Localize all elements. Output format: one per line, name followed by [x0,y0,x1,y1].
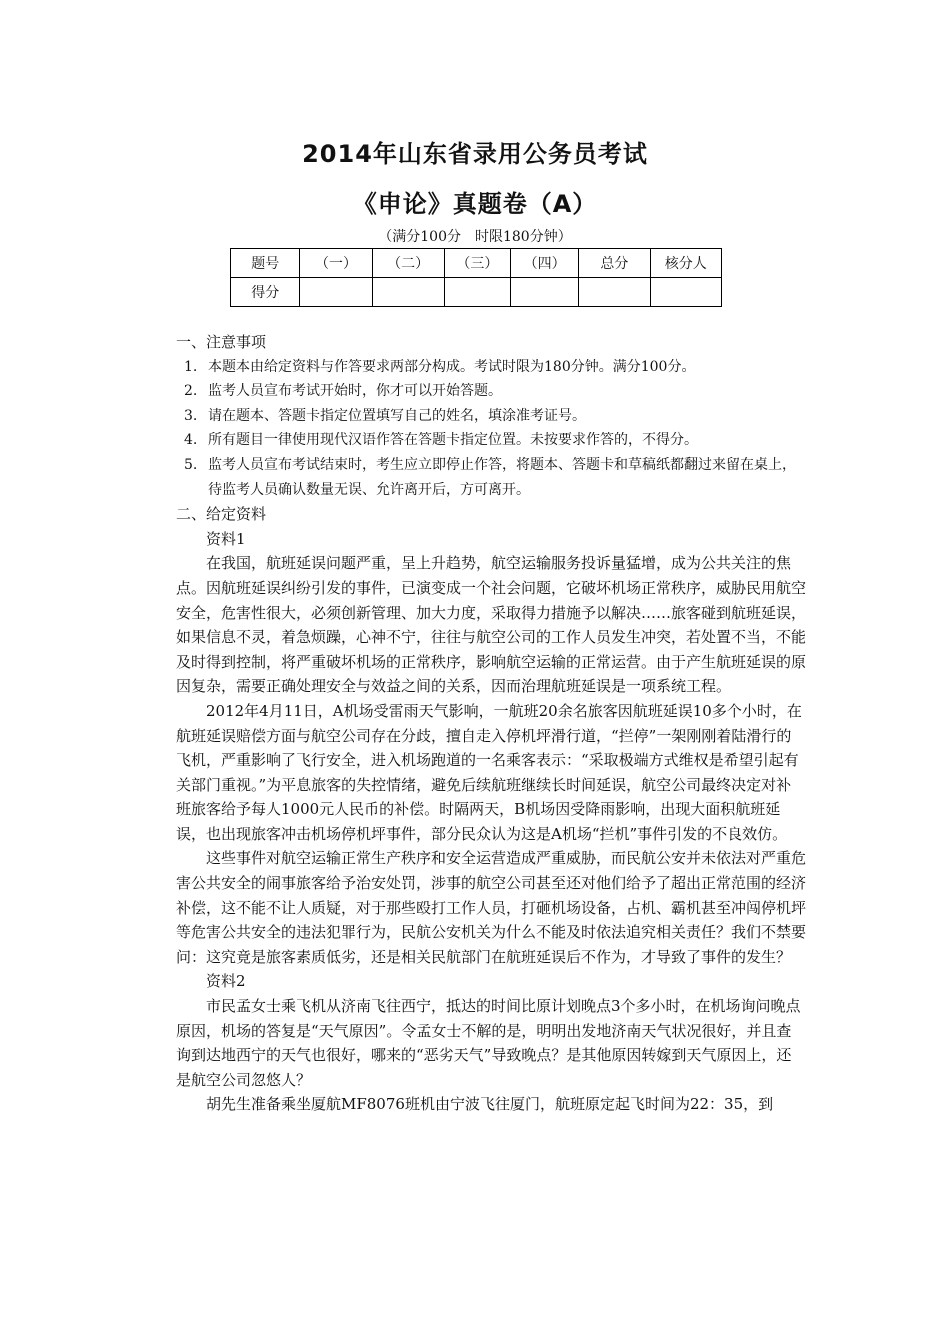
score-table [230,248,722,307]
notice-item [180,355,806,380]
notice-item-number: 4. [184,432,198,449]
material-paragraph: 在我国，航班延误问题严重，呈上升趋势，航空运输服务投诉量猛增，成为公共关注的焦点。因航班延误纠纷引发的事件，已演变成一个社会问题，它破坏机场正常秩序，威胁民用航空安全，危害性很大，必须创新管理、加大力度，采取得力措施予以解决……旅客碰到航班延误，如果信息不灵，着急烦躁，心神不宁，往往与航空公司的工作人员发生冲突，若处置不当，不能及时得到控制，将严重破坏机场的正常秩序，影响航空运输的正常运营。由于产生航班延误的原因复杂，需要正确处理安全与效益之间的关系，因而治理航班延误是一项系统工程。 [176,554,807,696]
score-cell [372,278,444,307]
notice-item [180,404,806,429]
notice-item [180,428,806,453]
notice-item-text: 监考人员宣布考试结束时，考生应立即停止作答，将题本、答题卡和草稿纸都翻过来留在桌上，待监考人员确认数量无误、允许离开后，方可离开。 [208,456,796,498]
score-cell: 得分 [231,278,300,307]
notice-item-text: 监考人员宣布考试开始时，你才可以开始答题。 [208,383,502,400]
score-cell: （二） [372,249,444,278]
material-paragraph: 胡先生准备乘坐厦航MF8076班机由宁波飞往厦门，航班原定起飞时间为22：35，到 [206,1095,774,1114]
score-cell: 题号 [231,249,300,278]
material-label: 资料2 [206,972,246,991]
material-paragraph: 2012年4月11日，A机场受雷雨天气影响，一航班20余名旅客因航班延误10多个小时，在航班延误赔偿方面与航空公司存在分歧，擅自走入停机坪滑行道，“拦停”一架刚刚着陆滑行的飞机，严重影响了飞行安全，进入机场跑道的一名乘客表示：“采取极端方式维权是希望引起有关部门重视。”为平息旅客的失控情绪，避免后续航班继续长时间延误，航空公司最终决定对补班旅客给予每人1000元人民币的补偿。时隔两天，B机场因受降雨影响，出现大面积航班延误，也出现旅客冲击机场停机坪事件，部分民众认为这是A机场“拦机”事件引发的不良效仿。 [176,701,802,843]
notice-heading: 一、注意事项 [176,333,267,351]
notice-item-number: 3. [184,407,198,424]
score-cell [650,278,721,307]
notice-item-number: 5. [184,456,198,473]
exam-score-time-info: （满分100分 时限180分钟） [378,229,572,245]
score-table-header-row [231,249,722,278]
document-body [176,330,806,1117]
score-cell: （三） [444,249,510,278]
material-paragraph: 市民孟女士乘飞机从济南飞往西宁，抵达的时间比原计划晚点3个多小时，在机场询问晚点原因，机场的答复是“天气原因”。令孟女士不解的是，明明出发地济南天气状况很好，并且查询到达地西宁的天气也很好，哪来的“恶劣天气”导致晚点？是其他原因转嫁到天气原因上，还是航空公司忽悠人？ [176,997,801,1089]
notice-item [180,379,806,404]
score-cell [511,278,579,307]
notice-item [180,453,806,502]
notice-item-number: 2. [184,383,198,400]
score-cell [300,278,372,307]
notice-item-text: 本题本由给定资料与作答要求两部分构成。考试时限为180分钟。满分100分。 [208,358,696,375]
score-cell [579,278,650,307]
exam-subtitle: 《申论》真题卷（A） [352,190,598,218]
score-cell [444,278,510,307]
score-cell: （一） [300,249,372,278]
score-table-score-row [231,278,722,307]
score-cell: （四） [511,249,579,278]
score-cell: 核分人 [650,249,721,278]
notice-item-text: 请在题本、答题卡指定位置填写自己的姓名，填涂准考证号。 [208,407,586,424]
material-label: 资料1 [206,529,246,548]
material-paragraph: 这些事件对航空运输正常生产秩序和安全运营造成严重威胁，而民航公安并未依法对严重危害公共安全的闹事旅客给予治安处罚，涉事的航空公司甚至还对他们给予了超出正常范围的经济补偿，这不能不让人质疑，对于那些殴打工作人员，打砸机场设备，占机、霸机甚至冲闯停机坪等危害公共安全的违法犯罪行为，民航公安机关为什么不能及时依法追究相关责任？我们不禁要问：这究竟是旅客素质低劣，还是相关民航部门在航班延误后不作为，才导致了事件的发生？ [176,849,807,966]
score-cell: 总分 [579,249,650,278]
materials-heading: 二、给定资料 [176,505,267,524]
notice-item-number: 1. [184,358,198,375]
exam-title: 2014年山东省录用公务员考试 [302,140,648,168]
notice-item-text: 所有题目一律使用现代汉语作答在答题卡指定位置。未按要求作答的，不得分。 [208,432,698,449]
